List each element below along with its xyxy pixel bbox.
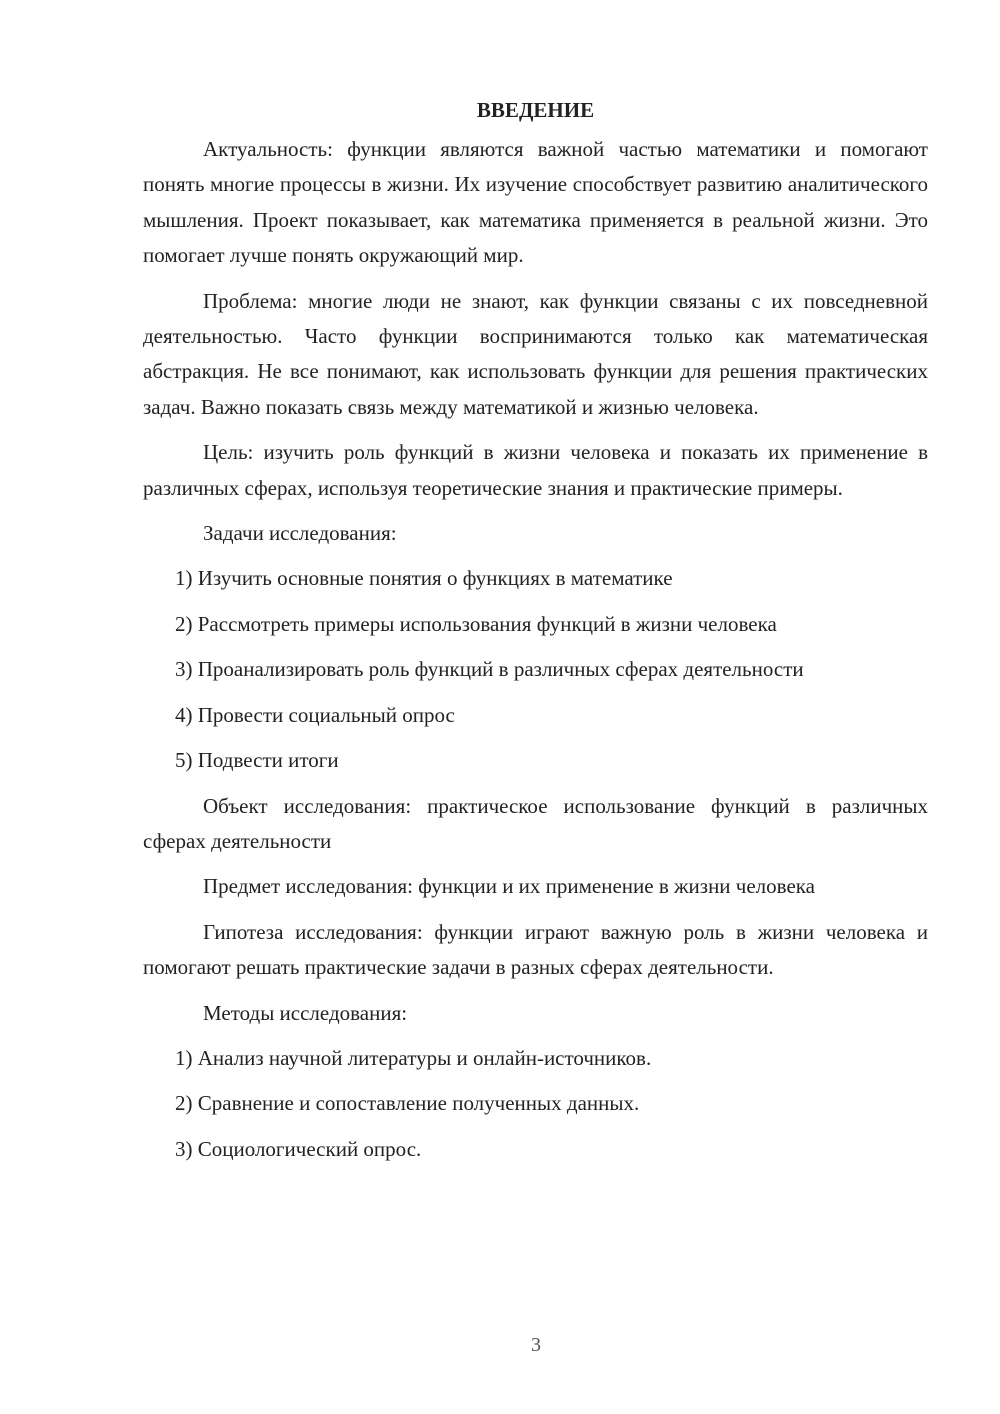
object-paragraph: Объект исследования: практическое использование функций в различных сферах деятельности	[143, 793, 928, 853]
list-item: 2) Рассмотреть примеры использования функций в жизни человека	[175, 611, 777, 636]
document-page	[143, 96, 928, 1177]
section-title: ВВЕДЕНИЕ	[476, 98, 595, 122]
list-item: 4) Провести социальный опрос	[175, 702, 455, 727]
list-item: 1) Анализ научной литературы и онлайн-источников.	[175, 1045, 652, 1070]
list-item: 5) Подвести итоги	[175, 748, 339, 773]
list-item: 1) Изучить основные понятия о функциях в математике	[175, 566, 673, 591]
list-item: 3) Социологический опрос.	[175, 1136, 422, 1161]
problem-paragraph: Проблема: многие люди не знают, как функции связаны с их повседневной деятельностью. Часто функции воспринимаются только как математическая абстракция. Не все понимают, как использовать функции для решения практических задач. Важно показать связь между математикой и жизнью человека.	[143, 288, 928, 419]
methods-list	[143, 1041, 928, 1167]
list-item: 3) Проанализировать роль функций в различных сферах деятельности	[175, 657, 804, 682]
tasks-heading: Задачи исследования:	[203, 521, 397, 546]
relevance-paragraph: Актуальность: функции являются важной частью математики и помогают понять многие процессы в жизни. Их изучение способствует развитию аналитического мышления. Проект показывает, как математика применяется в реальной жизни. Это помогает лучше понять окружающий мир.	[143, 137, 928, 268]
tasks-list	[143, 561, 928, 778]
page-number: 3	[531, 1334, 541, 1356]
subject-paragraph: Предмет исследования: функции и их применение в жизни человека	[203, 874, 815, 899]
methods-heading: Методы исследования:	[203, 1000, 408, 1025]
goal-paragraph: Цель: изучить роль функций в жизни человека и показать их применение в различных сферах, используя теоретические знания и практические примеры.	[143, 440, 928, 500]
hypothesis-paragraph: Гипотеза исследования: функции играют важную роль в жизни человека и помогают решать практические задачи в разных сферах деятельности.	[143, 919, 928, 980]
list-item: 2) Сравнение и сопоставление полученных данных.	[175, 1091, 640, 1116]
